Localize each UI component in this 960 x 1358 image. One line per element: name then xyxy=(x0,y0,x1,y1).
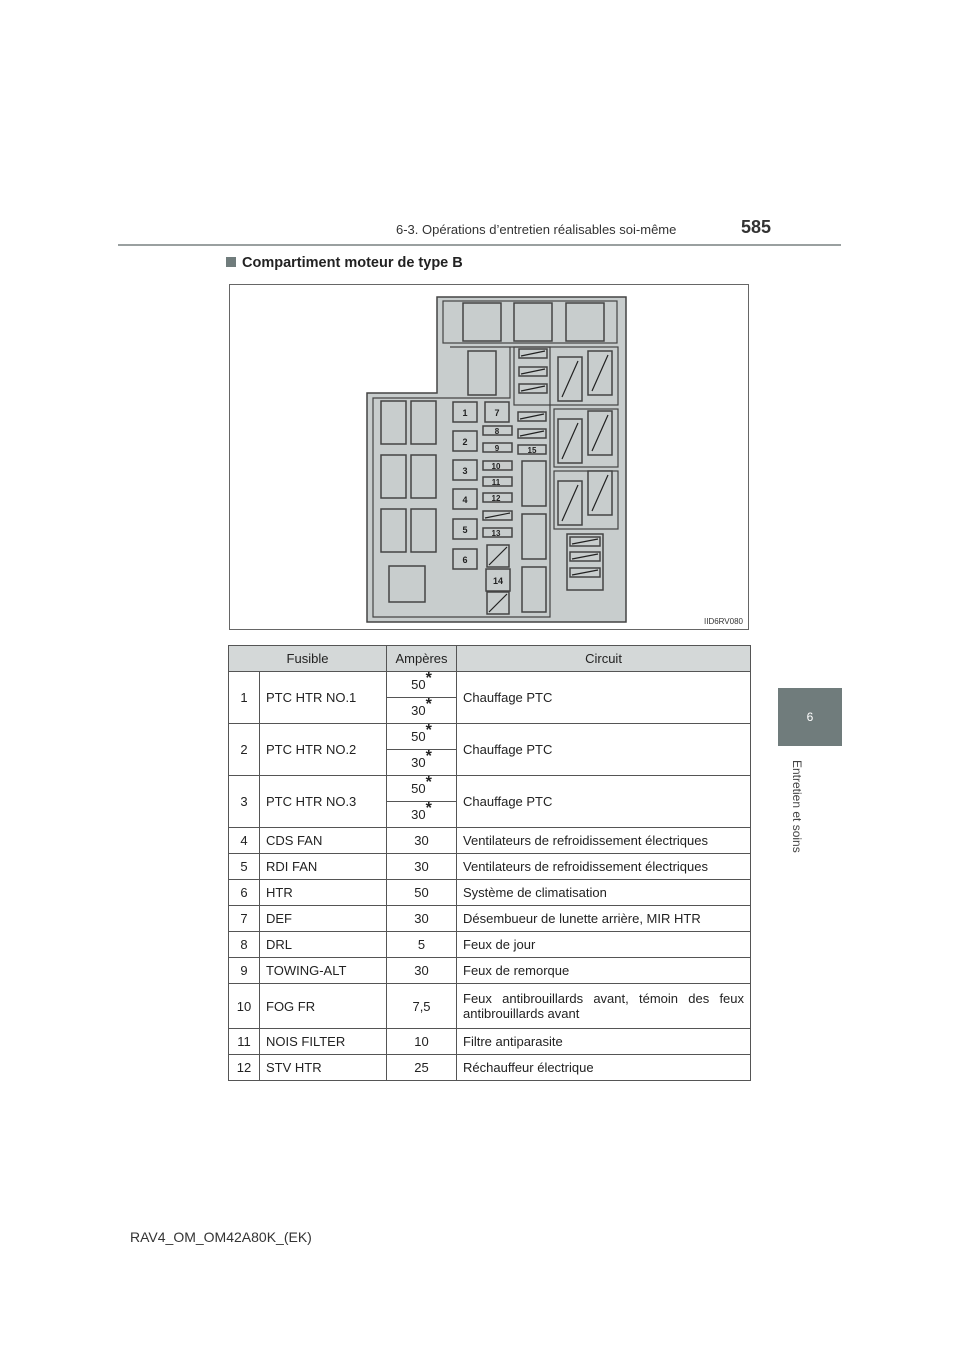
relay-square xyxy=(389,566,425,602)
fuse-number: 2 xyxy=(229,724,260,776)
fuse-amperage: 50* xyxy=(387,672,457,698)
fuse-amperage: 30 xyxy=(387,854,457,880)
fuse-number: 8 xyxy=(229,932,260,958)
fuse-box-diagram xyxy=(229,284,749,630)
relay-large xyxy=(381,455,406,498)
fuse-amperage: 30* xyxy=(387,802,457,828)
fuse-number: 4 xyxy=(229,828,260,854)
column-header-circuit: Circuit xyxy=(457,646,751,672)
fuse-number: 3 xyxy=(229,776,260,828)
asterisk-icon: * xyxy=(425,722,432,739)
table-row xyxy=(229,984,751,1029)
diagram-label-1: 1 xyxy=(462,408,468,418)
table-row xyxy=(229,932,751,958)
column-header-amperes: Ampères xyxy=(387,646,457,672)
fuse-circuit: Chauffage PTC xyxy=(457,724,751,776)
fuse-name: PTC HTR NO.2 xyxy=(260,724,387,776)
relay-large xyxy=(411,509,436,552)
fuse-name: DRL xyxy=(260,932,387,958)
diagram-label-14: 14 xyxy=(492,576,504,586)
diagram-label-13: 13 xyxy=(491,529,501,538)
asterisk-icon: * xyxy=(425,748,432,765)
table-row xyxy=(229,854,751,880)
chapter-tab xyxy=(778,688,842,746)
fuse-number: 9 xyxy=(229,958,260,984)
fuse-amperage: 30 xyxy=(387,958,457,984)
page-number: 585 xyxy=(741,217,772,237)
fuse-circuit: Réchauffeur électrique xyxy=(457,1055,751,1081)
fuse-name: CDS FAN xyxy=(260,828,387,854)
fuse-name: NOIS FILTER xyxy=(260,1029,387,1055)
fuse-amperage: 30 xyxy=(387,906,457,932)
diagram-label-9: 9 xyxy=(494,444,500,453)
table-header-row xyxy=(229,646,751,672)
fuse-amperage: 50* xyxy=(387,724,457,750)
document-code: RAV4_OM_OM42A80K_(EK) xyxy=(130,1229,312,1245)
fuse-name: HTR xyxy=(260,880,387,906)
column-header-fusible: Fusible xyxy=(229,646,387,672)
table-row xyxy=(229,776,751,802)
relay-square xyxy=(463,303,501,341)
diagram-label-11: 11 xyxy=(491,478,501,487)
fuse-name: FOG FR xyxy=(260,984,387,1029)
fuse-number: 11 xyxy=(229,1029,260,1055)
fuse-name: TOWING-ALT xyxy=(260,958,387,984)
fuse-circuit: Feux de jour xyxy=(457,932,751,958)
fuse-number: 10 xyxy=(229,984,260,1029)
fuse-amperage: 25 xyxy=(387,1055,457,1081)
fuse-number: 6 xyxy=(229,880,260,906)
header-divider xyxy=(118,244,841,246)
table-row xyxy=(229,958,751,984)
fuse-circuit: Ventilateurs de refroidissement électriques xyxy=(457,854,751,880)
chapter-label: Entretien et soins xyxy=(790,760,804,853)
diagram-label-12: 12 xyxy=(491,494,501,503)
fuse-circuit: Feux antibrouillards avant, témoin des feux antibrouillards avant xyxy=(457,984,751,1029)
fuse-name: RDI FAN xyxy=(260,854,387,880)
section-title-text: Compartiment moteur de type B xyxy=(242,255,463,271)
square-bullet-icon xyxy=(226,257,236,267)
diagram-label-4: 4 xyxy=(462,495,468,505)
fuse-circuit: Chauffage PTC xyxy=(457,672,751,724)
fuse-amperage: 30* xyxy=(387,750,457,776)
diagram-label-10: 10 xyxy=(491,462,501,471)
fuse-amperage: 10 xyxy=(387,1029,457,1055)
fuse-name: DEF xyxy=(260,906,387,932)
fuse-circuit: Feux de remorque xyxy=(457,958,751,984)
table-row xyxy=(229,1055,751,1081)
relay-large xyxy=(411,401,436,444)
table-row xyxy=(229,724,751,750)
fuse-number: 1 xyxy=(229,672,260,724)
asterisk-icon: * xyxy=(425,800,432,817)
fuse-amperage: 7,5 xyxy=(387,984,457,1029)
fuse-table xyxy=(228,645,751,1081)
relay-tall xyxy=(468,351,496,395)
diagram-label-7: 7 xyxy=(494,408,500,418)
relay-square xyxy=(566,303,604,341)
fuse-circuit: Chauffage PTC xyxy=(457,776,751,828)
diagram-label-5: 5 xyxy=(462,525,468,535)
fuse-circuit: Ventilateurs de refroidissement électriques xyxy=(457,828,751,854)
fuse-amperage: 30 xyxy=(387,828,457,854)
relay-square xyxy=(514,303,552,341)
relay-large xyxy=(381,509,406,552)
relay-large xyxy=(411,455,436,498)
table-row xyxy=(229,1029,751,1055)
diagram-label-15: 15 xyxy=(527,446,537,455)
relay-large xyxy=(381,401,406,444)
fuse-circuit: Système de climatisation xyxy=(457,880,751,906)
table-row xyxy=(229,880,751,906)
asterisk-icon: * xyxy=(425,696,432,713)
diagram-code: IID6RV080 xyxy=(704,617,743,626)
fuse-circuit: Filtre antiparasite xyxy=(457,1029,751,1055)
table-row xyxy=(229,906,751,932)
fuse-name: PTC HTR NO.1 xyxy=(260,672,387,724)
fuse-name: STV HTR xyxy=(260,1055,387,1081)
diagram-label-3: 3 xyxy=(462,466,468,476)
diagram-label-6: 6 xyxy=(462,555,468,565)
diagram-label-2: 2 xyxy=(462,437,468,447)
table-row xyxy=(229,672,751,698)
header-section-title: 6-3. Opérations d’entretien réalisables soi-même xyxy=(396,222,677,237)
asterisk-icon: * xyxy=(425,774,432,791)
fuse-name: PTC HTR NO.3 xyxy=(260,776,387,828)
table-row xyxy=(229,828,751,854)
fuse-box-illustration xyxy=(230,285,748,629)
chapter-number: 6 xyxy=(806,710,814,724)
fuse-amperage: 50* xyxy=(387,776,457,802)
diagram-label-8: 8 xyxy=(494,427,500,436)
section-title xyxy=(226,255,463,271)
fuse-amperage: 30* xyxy=(387,698,457,724)
fuse-number: 7 xyxy=(229,906,260,932)
fuse-amperage: 5 xyxy=(387,932,457,958)
fuse-amperage: 50 xyxy=(387,880,457,906)
asterisk-icon: * xyxy=(425,670,432,687)
fuse-circuit: Désembueur de lunette arrière, MIR HTR xyxy=(457,906,751,932)
fuse-number: 12 xyxy=(229,1055,260,1081)
fuse-number: 5 xyxy=(229,854,260,880)
